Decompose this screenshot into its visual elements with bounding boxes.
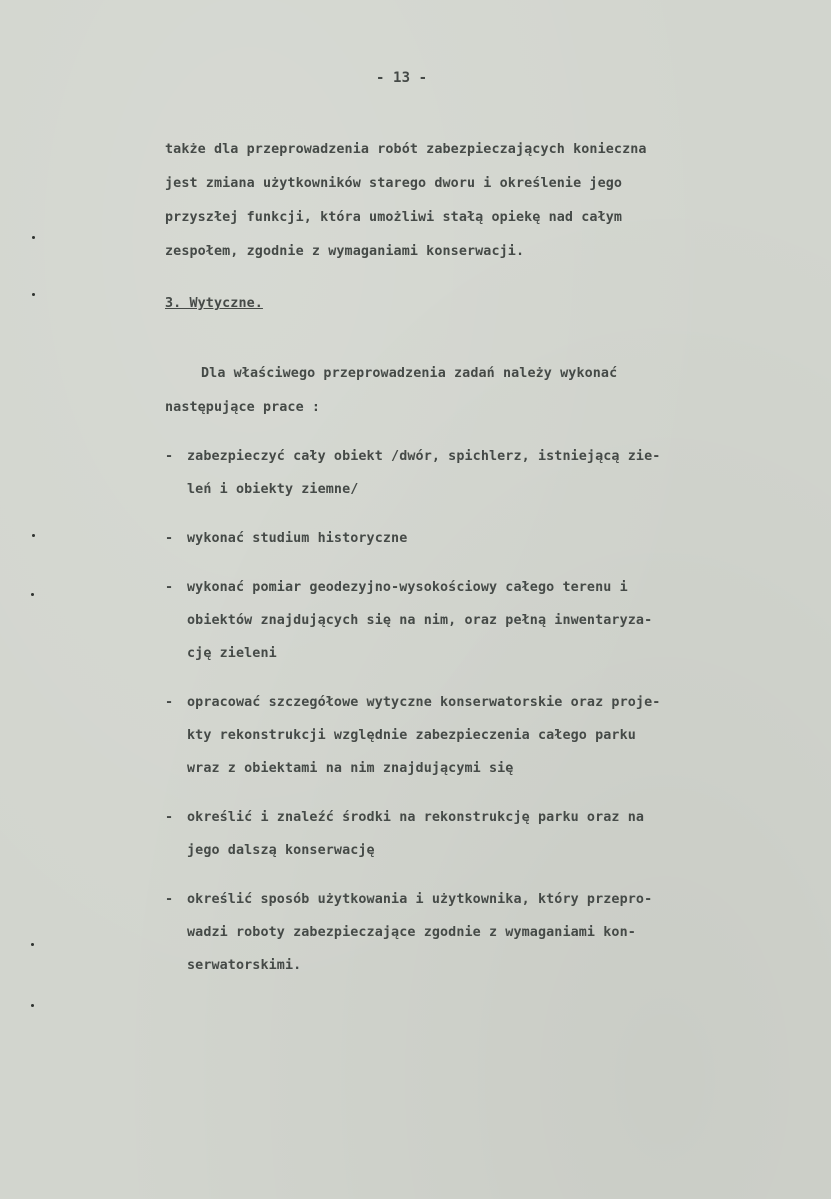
list-item bbox=[165, 686, 660, 785]
list-item-line: opracować szczegółowe wytyczne konserwatorskie oraz proje- bbox=[187, 695, 661, 710]
list-item bbox=[165, 440, 660, 506]
list-item-line: leń i obiekty ziemne/ bbox=[187, 482, 359, 497]
list-item-line: wykonać pomiar geodezyjno-wysokościowy całego terenu i bbox=[187, 580, 628, 595]
list-item-line: określić sposób użytkowania i użytkownika, który przepro- bbox=[187, 892, 653, 907]
intro-line: przyszłej funkcji, która umożliwi stałą opiekę nad całym bbox=[165, 210, 623, 225]
margin-speck bbox=[31, 1004, 34, 1007]
margin-speck bbox=[32, 236, 35, 239]
list-item-line: kty rekonstrukcji względnie zabezpieczenia całego parku bbox=[187, 728, 636, 743]
list-dash: - bbox=[165, 892, 174, 907]
list-item-line: wraz z obiektami na nim znajdującymi się bbox=[187, 761, 514, 776]
lead-line: następujące prace : bbox=[165, 400, 321, 415]
list-dash: - bbox=[165, 531, 174, 546]
list-item-line: zabezpieczyć cały obiekt /dwór, spichlerz, istniejącą zie- bbox=[187, 449, 661, 464]
intro-paragraph bbox=[165, 133, 647, 269]
lead-paragraph bbox=[165, 357, 617, 425]
list-item-line: wykonać studium historyczne bbox=[187, 531, 408, 546]
task-list bbox=[165, 440, 660, 998]
list-dash: - bbox=[165, 580, 174, 595]
list-dash: - bbox=[165, 449, 174, 464]
list-item-line: obiektów znajdujących się na nim, oraz pełną inwentaryza- bbox=[187, 613, 653, 628]
section-heading: 3. Wytyczne. bbox=[165, 296, 263, 311]
intro-line: także dla przeprowadzenia robót zabezpieczających konieczna bbox=[165, 142, 647, 157]
list-item-line: cję zieleni bbox=[187, 646, 277, 661]
intro-line: zespołem, zgodnie z wymaganiami konserwacji. bbox=[165, 244, 525, 259]
list-item-line: wadzi roboty zabezpieczające zgodnie z wymaganiami kon- bbox=[187, 925, 636, 940]
list-item bbox=[165, 883, 660, 982]
intro-line: jest zmiana użytkowników starego dworu i określenie jego bbox=[165, 176, 623, 191]
list-dash: - bbox=[165, 695, 174, 710]
list-item bbox=[165, 522, 660, 555]
list-item bbox=[165, 571, 660, 670]
margin-speck bbox=[32, 293, 35, 296]
list-item-line: określić i znaleźć środki na rekonstrukcję parku oraz na bbox=[187, 810, 645, 825]
list-item-line: jego dalszą konserwację bbox=[187, 843, 375, 858]
page-number: - 13 - bbox=[376, 70, 428, 86]
lead-line: Dla właściwego przeprowadzenia zadań należy wykonać bbox=[201, 366, 618, 381]
margin-speck bbox=[31, 593, 34, 596]
list-item bbox=[165, 801, 660, 867]
list-item-line: serwatorskimi. bbox=[187, 958, 302, 973]
margin-speck bbox=[32, 534, 35, 537]
list-dash: - bbox=[165, 810, 174, 825]
margin-speck bbox=[31, 943, 34, 946]
